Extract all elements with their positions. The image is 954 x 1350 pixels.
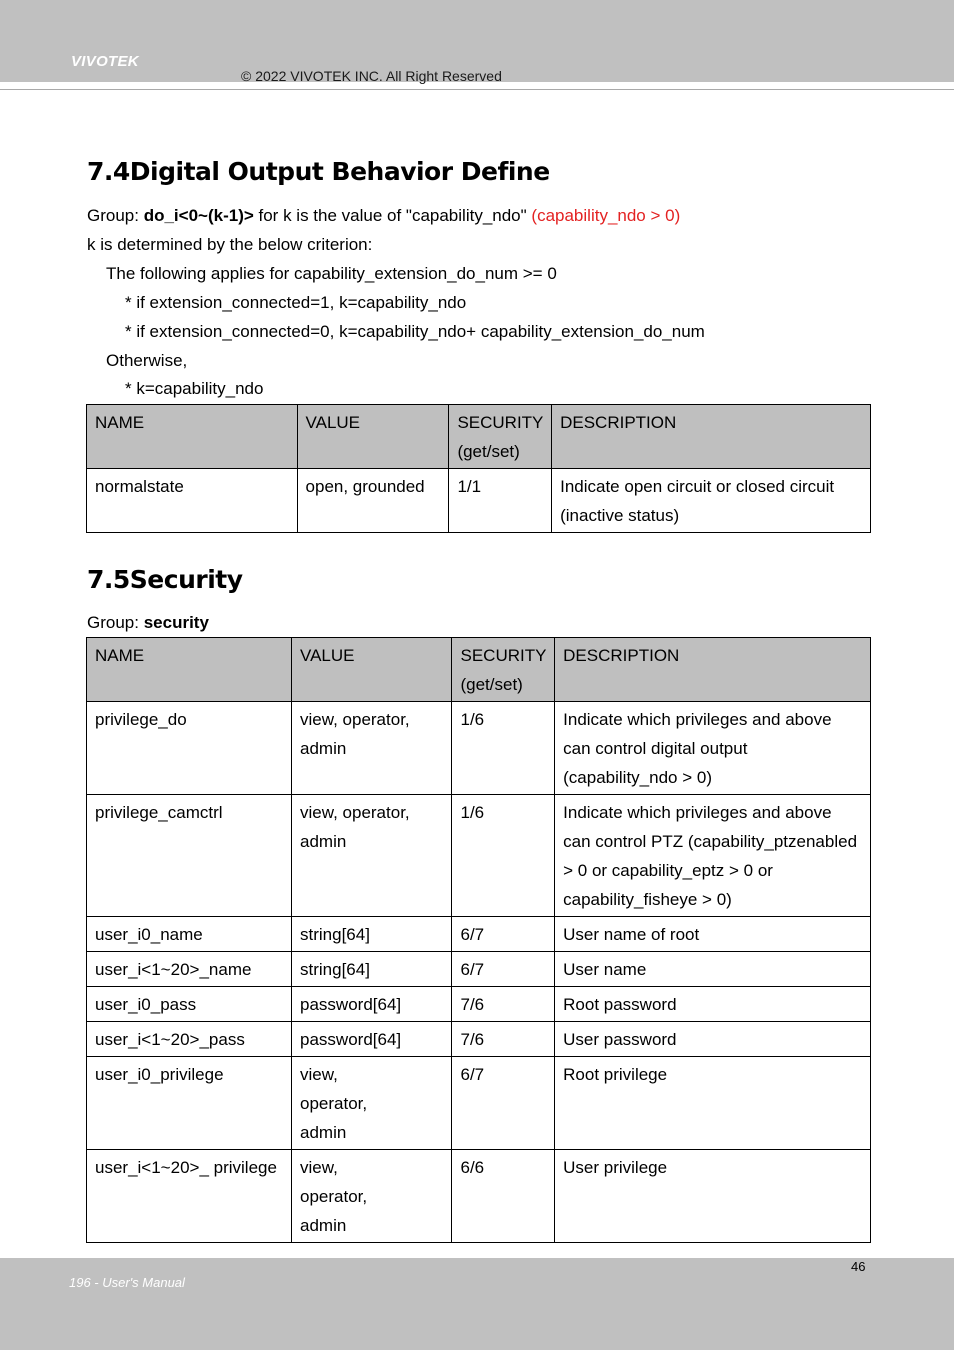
manual-page-label: 196 - User's Manual bbox=[69, 1275, 185, 1290]
cell-name: user_i<1~20>_ privilege bbox=[87, 1150, 292, 1243]
cell-description: Indicate open circuit or closed circuit (inactive status) bbox=[552, 469, 871, 533]
table-row bbox=[87, 917, 871, 952]
cell-description: Root password bbox=[555, 987, 871, 1022]
cell-description: Indicate which privileges and above can control PTZ (capability_ptzenabled > 0 or capability_eptz > 0 or capability_fisheye > 0) bbox=[555, 795, 871, 917]
table-header-row bbox=[87, 405, 871, 469]
cell-value: view, operator, admin bbox=[292, 795, 452, 917]
do-parameter-table bbox=[86, 404, 871, 533]
cell-name: user_i<1~20>_name bbox=[87, 952, 292, 987]
cell-security: 1/6 bbox=[452, 702, 555, 795]
cell-security: 1/1 bbox=[449, 469, 552, 533]
copyright-text: © 2022 VIVOTEK INC. All Right Reserved bbox=[241, 68, 502, 84]
cell-name: normalstate bbox=[87, 469, 298, 533]
column-header-description: DESCRIPTION bbox=[552, 405, 871, 469]
group-prefix: Group: bbox=[87, 206, 144, 225]
table-row bbox=[87, 987, 871, 1022]
cell-description: Indicate which privileges and above can control digital output (capability_ndo > 0) bbox=[555, 702, 871, 795]
header-divider bbox=[0, 89, 954, 90]
cell-security: 7/6 bbox=[452, 1022, 555, 1057]
column-header-description: DESCRIPTION bbox=[555, 638, 871, 702]
cell-name: user_i0_pass bbox=[87, 987, 292, 1022]
cell-name: user_i0_privilege bbox=[87, 1057, 292, 1150]
group-condition: (capability_ndo > 0) bbox=[531, 206, 681, 225]
column-header-security: SECURITY (get/set) bbox=[452, 638, 555, 702]
criterion-line: Otherwise, bbox=[106, 351, 188, 370]
section-title-digital-output: 7.4Digital Output Behavior Define bbox=[87, 157, 550, 186]
cell-name: privilege_camctrl bbox=[87, 795, 292, 917]
section-title-security: 7.5Security bbox=[87, 565, 243, 594]
page-number: 46 bbox=[851, 1259, 866, 1274]
cell-value: view, operator, admin bbox=[292, 702, 452, 795]
table-row bbox=[87, 1057, 871, 1150]
table-row bbox=[87, 469, 871, 533]
criterion-line: * if extension_connected=1, k=capability_ndo bbox=[125, 293, 467, 312]
cell-value: string[64] bbox=[292, 952, 452, 987]
cell-description: Root privilege bbox=[555, 1057, 871, 1150]
cell-name: user_i0_name bbox=[87, 917, 292, 952]
security-parameter-table bbox=[86, 637, 871, 1243]
column-header-value: VALUE bbox=[297, 405, 449, 469]
group-line-security bbox=[87, 613, 209, 633]
criterion-line: k is determined by the below criterion: bbox=[87, 235, 373, 254]
table-header-row bbox=[87, 638, 871, 702]
column-header-name: NAME bbox=[87, 405, 298, 469]
cell-value: password[64] bbox=[292, 987, 452, 1022]
group-description: for k is the value of "capability_ndo" bbox=[253, 206, 532, 225]
cell-value: password[64] bbox=[292, 1022, 452, 1057]
group-line-do bbox=[87, 206, 680, 226]
cell-description: User name of root bbox=[555, 917, 871, 952]
criterion-line: * k=capability_ndo bbox=[125, 379, 264, 398]
cell-security: 6/7 bbox=[452, 952, 555, 987]
table-row bbox=[87, 702, 871, 795]
cell-name: privilege_do bbox=[87, 702, 292, 795]
footer-band bbox=[0, 1258, 954, 1350]
cell-security: 7/6 bbox=[452, 987, 555, 1022]
brand-logo: VIVOTEK bbox=[71, 53, 139, 70]
cell-value: view, operator, admin bbox=[292, 1057, 452, 1150]
table-row bbox=[87, 1150, 871, 1243]
cell-description: User password bbox=[555, 1022, 871, 1057]
criterion-line: The following applies for capability_extension_do_num >= 0 bbox=[106, 264, 557, 283]
group-prefix: Group: bbox=[87, 613, 144, 632]
cell-value: view, operator, admin bbox=[292, 1150, 452, 1243]
cell-security: 6/7 bbox=[452, 917, 555, 952]
cell-security: 6/7 bbox=[452, 1057, 555, 1150]
column-header-name: NAME bbox=[87, 638, 292, 702]
group-name: do_i<0~(k-1)> bbox=[143, 206, 254, 225]
group-name: security bbox=[143, 613, 209, 632]
cell-value: string[64] bbox=[292, 917, 452, 952]
cell-description: User name bbox=[555, 952, 871, 987]
criterion-line: * if extension_connected=0, k=capability_ndo+ capability_extension_do_num bbox=[125, 322, 705, 341]
table-row bbox=[87, 1022, 871, 1057]
table-row bbox=[87, 795, 871, 917]
cell-security: 1/6 bbox=[452, 795, 555, 917]
cell-security: 6/6 bbox=[452, 1150, 555, 1243]
table-row bbox=[87, 952, 871, 987]
column-header-security: SECURITY (get/set) bbox=[449, 405, 552, 469]
cell-name: user_i<1~20>_pass bbox=[87, 1022, 292, 1057]
cell-value: open, grounded bbox=[297, 469, 449, 533]
column-header-value: VALUE bbox=[292, 638, 452, 702]
cell-description: User privilege bbox=[555, 1150, 871, 1243]
